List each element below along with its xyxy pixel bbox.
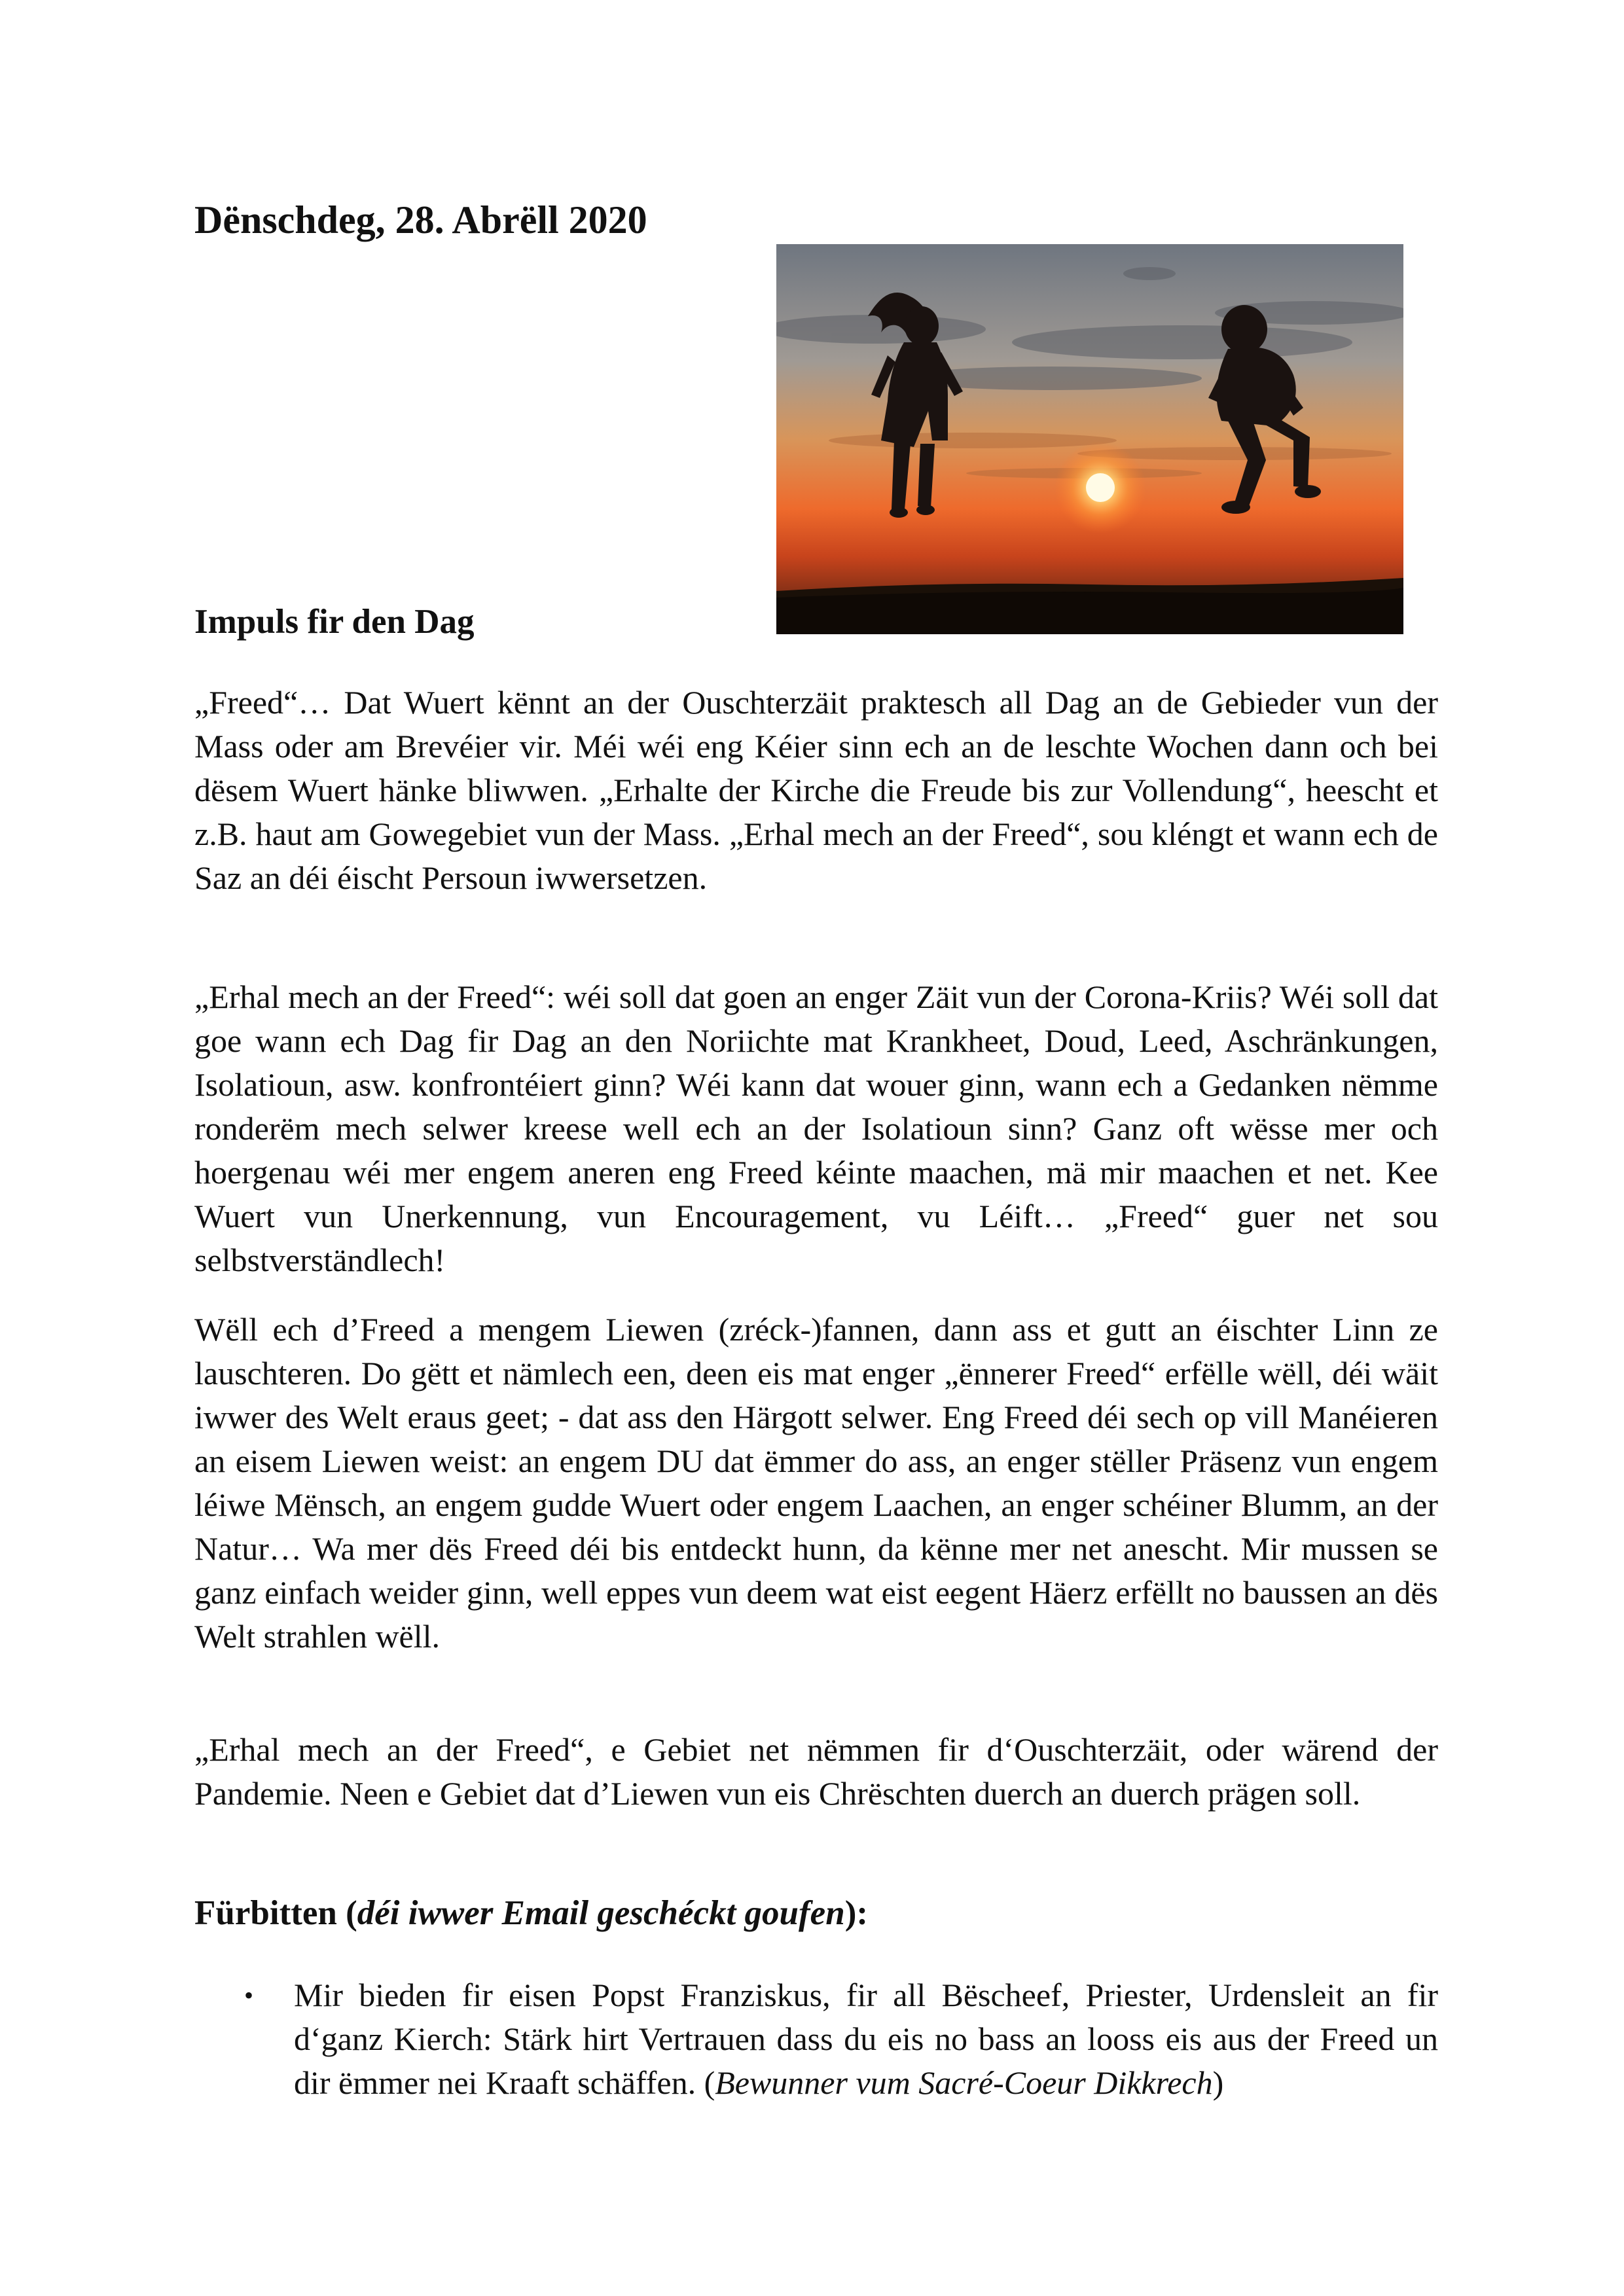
prayers-heading-label: Fürbitten ( [194, 1894, 357, 1932]
prayers-heading [194, 1887, 868, 1939]
paragraph: Wëll ech d’Freed a mengem Liewen (zréck-)fannen, dann ass et gutt an éischter Linn ze lauschteren. Do gëtt et nämlech een, deen eis mat enger „ënnerer Freed“ erfëlle wëll, déi wäit iwwer des Welt eraus geet; - dat ass den Härgott selwer. Eng Freed déi sech op vill Manéieren an eisem Liewen weist: an engem DU dat ëmmer do ass, an enger stëller Präsenz vun engem léiwe Mënsch, an engem gudde Wuert oder engem Laachen, an enger schéiner Blumm, an der Natur… Wa mer dës Freed déi bis entdeckt hunn, da kënne mer net anescht. Mir mussen se ganz einfach weider ginn, well eppes vun deem wat eist eegent Häerz erfëllt no baussen an dës Welt strahlen wëll. [194, 1311, 1438, 1655]
section-heading: Impuls fir den Dag [194, 603, 475, 641]
bullet-icon: • [244, 1981, 254, 2010]
paragraph: „Erhal mech an der Freed“, e Gebiet net nëmmen fir d‘Ouschterzäit, oder wärend der Pandemie. Neen e Gebiet dat d’Liewen vun eis Chrëschten duerch an duerch prägen soll. [194, 1731, 1438, 1812]
paragraph: „Erhal mech an der Freed“: wéi soll dat goen an enger Zäit vun der Corona-Kriis? Wéi soll dat goe wann ech Dag fir Dag an den Noriichte mat Krankheet, Doud, Leed, Aschränkungen, Isolatioun, asw. konfrontéiert ginn? Wéi kann dat wouer ginn, wann ech a Gedanken nëmme ronderëm mech selwer kreese well ech an der Isolatioun sinn? Ganz oft wësse mer och hoergenau wéi mer engem aneren eng Freed kéinte maachen, mä mir maachen et net. Kee Wuert vun Unerkennung, vun Encouragement, vu Léift… „Freed“ guer net sou selbstverständlech! [194, 978, 1438, 1278]
prayer-text: Mir bieden fir eisen Popst Franziskus, fir all Bëscheef, Priester, Urdensleit an fir d‘ganz Kierch: Stärk hirt Vertrauen dass du eis no bass an looss eis aus der Freed un dir ëmmer nei Kraaft schäffen. ( [294, 1977, 1438, 2101]
prayers-heading-note: déi iwwer Email geschéckt goufen [357, 1894, 845, 1932]
list-item [194, 1973, 1438, 2105]
date-heading: Dënschdeg, 28. Abrëll 2020 [194, 198, 647, 242]
prayer-close: ) [1212, 2064, 1224, 2101]
prayer-author: Bewunner vum Sacré-Coeur Dikkrech [715, 2064, 1213, 2101]
sunset-children-jumping-photo [776, 244, 1403, 634]
paragraph: „Freed“… Dat Wuert kënnt an der Ouschterzäit praktesch all Dag an de Gebieder vun der Mass oder am Brevéier vir. Méi wéi eng Kéier sinn ech an de leschte Wochen dann och bei dësem Wuert hänke bliwwen. „Erhalte der Kirche die Freude bis zur Vollendung“, heescht et z.B. haut am Gowegebiet vun der Mass. „Erhal mech an der Freed“, sou kléngt et wann ech de Saz an déi éischt Persoun iwwersetzen. [194, 684, 1438, 896]
prayer-list [194, 1973, 1438, 2105]
prayers-heading-end: ): [844, 1894, 868, 1932]
